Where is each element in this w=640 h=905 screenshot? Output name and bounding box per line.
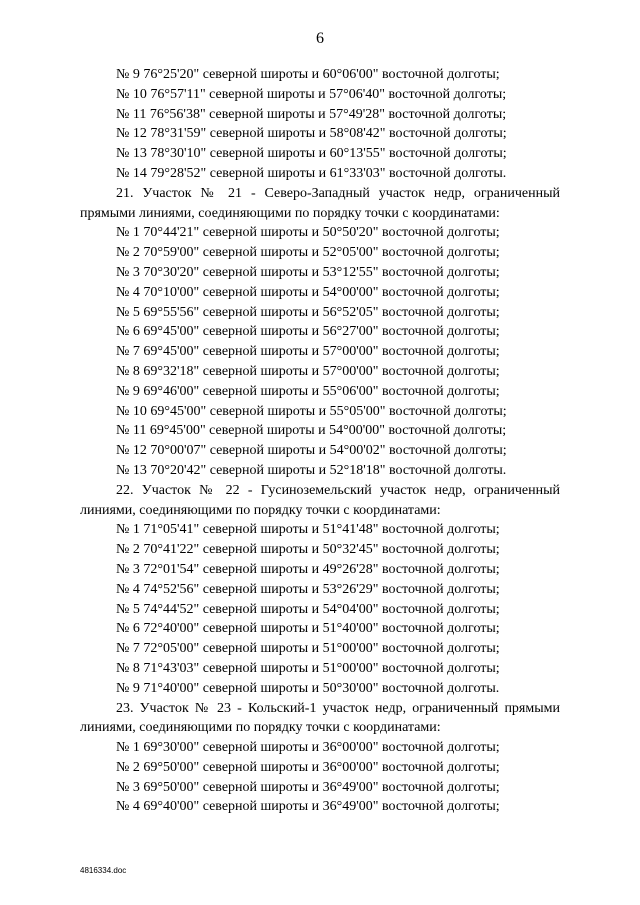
coordinate-line: № 4 74°52'56" северной широты и 53°26'29" восточной долготы; <box>116 581 500 597</box>
coordinate-line: № 6 69°45'00" северной широты и 56°27'00" восточной долготы; <box>116 324 500 340</box>
coordinate-line: № 4 70°10'00" северной широты и 54°00'00" восточной долготы; <box>116 284 500 300</box>
coordinate-line: № 13 78°30'10" северной широты и 60°13'55" восточной долготы; <box>116 146 507 162</box>
coordinate-line: № 7 72°05'00" северной широты и 51°00'00" восточной долготы; <box>116 641 500 657</box>
coordinate-line: № 1 71°05'41" северной широты и 51°41'48" восточной долготы; <box>116 522 500 538</box>
section-paragraph: 23. Участок № 23 - Кольский-1 участок недр, ограниченный прямыми линиями, соединяющими по порядку точки с координатами: <box>80 700 560 736</box>
coordinate-line: № 7 69°45'00" северной широты и 57°00'00" восточной долготы; <box>116 344 500 360</box>
coordinate-line: № 6 72°40'00" северной широты и 51°40'00" восточной долготы; <box>116 621 500 637</box>
coordinate-line: № 8 71°43'03" северной широты и 51°00'00" восточной долготы; <box>116 660 500 676</box>
coordinate-line: № 9 71°40'00" северной широты и 50°30'00" восточной долготы. <box>116 680 500 696</box>
coordinate-line: № 2 69°50'00" северной широты и 36°00'00" восточной долготы; <box>116 759 500 775</box>
coordinate-line: № 8 69°32'18" северной широты и 57°00'00" восточной долготы; <box>116 363 500 379</box>
coordinate-line: № 10 69°45'00" северной широты и 55°05'00" восточной долготы; <box>116 403 507 419</box>
coordinate-line: № 3 72°01'54" северной широты и 49°26'28" восточной долготы; <box>116 561 500 577</box>
coordinate-line: № 5 74°44'52" северной широты и 54°04'00" восточной долготы; <box>116 601 500 617</box>
coordinate-line: № 12 70°00'07" северной широты и 54°00'02" восточной долготы; <box>116 443 507 459</box>
section-paragraph: 22. Участок № 22 - Гусиноземельский участок недр, ограниченный линиями, соединяющими по порядку точки с координатами: <box>80 482 560 518</box>
coordinate-line: № 1 70°44'21" северной широты и 50°50'20" восточной долготы; <box>116 225 500 241</box>
coordinate-line: № 14 79°28'52" северной широты и 61°33'03" восточной долготы. <box>116 165 507 181</box>
coordinate-line: № 2 70°59'00" северной широты и 52°05'00" восточной долготы; <box>116 245 500 261</box>
page-number: 6 <box>316 30 324 47</box>
document-body <box>80 65 560 817</box>
coordinate-line: № 3 70°30'20" северной широты и 53°12'55" восточной долготы; <box>116 264 500 280</box>
coordinate-line: № 1 69°30'00" северной широты и 36°00'00" восточной долготы; <box>116 740 500 756</box>
coordinate-line: № 9 76°25'20" северной широты и 60°06'00" восточной долготы; <box>116 67 500 82</box>
coordinate-line: № 2 70°41'22" северной широты и 50°32'45" восточной долготы; <box>116 542 500 558</box>
footer-filename: 4816334.doc <box>80 866 127 875</box>
coordinate-line: № 4 69°40'00" северной широты и 36°49'00" восточной долготы; <box>116 799 500 815</box>
coordinate-line: № 5 69°55'56" северной широты и 56°52'05" восточной долготы; <box>116 304 500 320</box>
coordinate-line: № 3 69°50'00" северной широты и 36°49'00" восточной долготы; <box>116 779 500 795</box>
coordinate-line: № 11 69°45'00" северной широты и 54°00'00" восточной долготы; <box>116 423 507 439</box>
coordinate-line: № 9 69°46'00" северной широты и 55°06'00" восточной долготы; <box>116 383 500 399</box>
coordinate-line: № 13 70°20'42" северной широты и 52°18'18" восточной долготы. <box>116 462 507 478</box>
coordinate-line: № 11 76°56'38" северной широты и 57°49'28" восточной долготы; <box>116 106 507 122</box>
coordinate-line: № 10 76°57'11" северной широты и 57°06'40" восточной долготы; <box>116 86 507 102</box>
section-paragraph: 21. Участок № 21 - Северо-Западный участок недр, ограниченный прямыми линиями, соединяющими по порядку точки с координатами: <box>80 185 560 221</box>
coordinate-line: № 12 78°31'59" северной широты и 58°08'42" восточной долготы; <box>116 126 507 142</box>
